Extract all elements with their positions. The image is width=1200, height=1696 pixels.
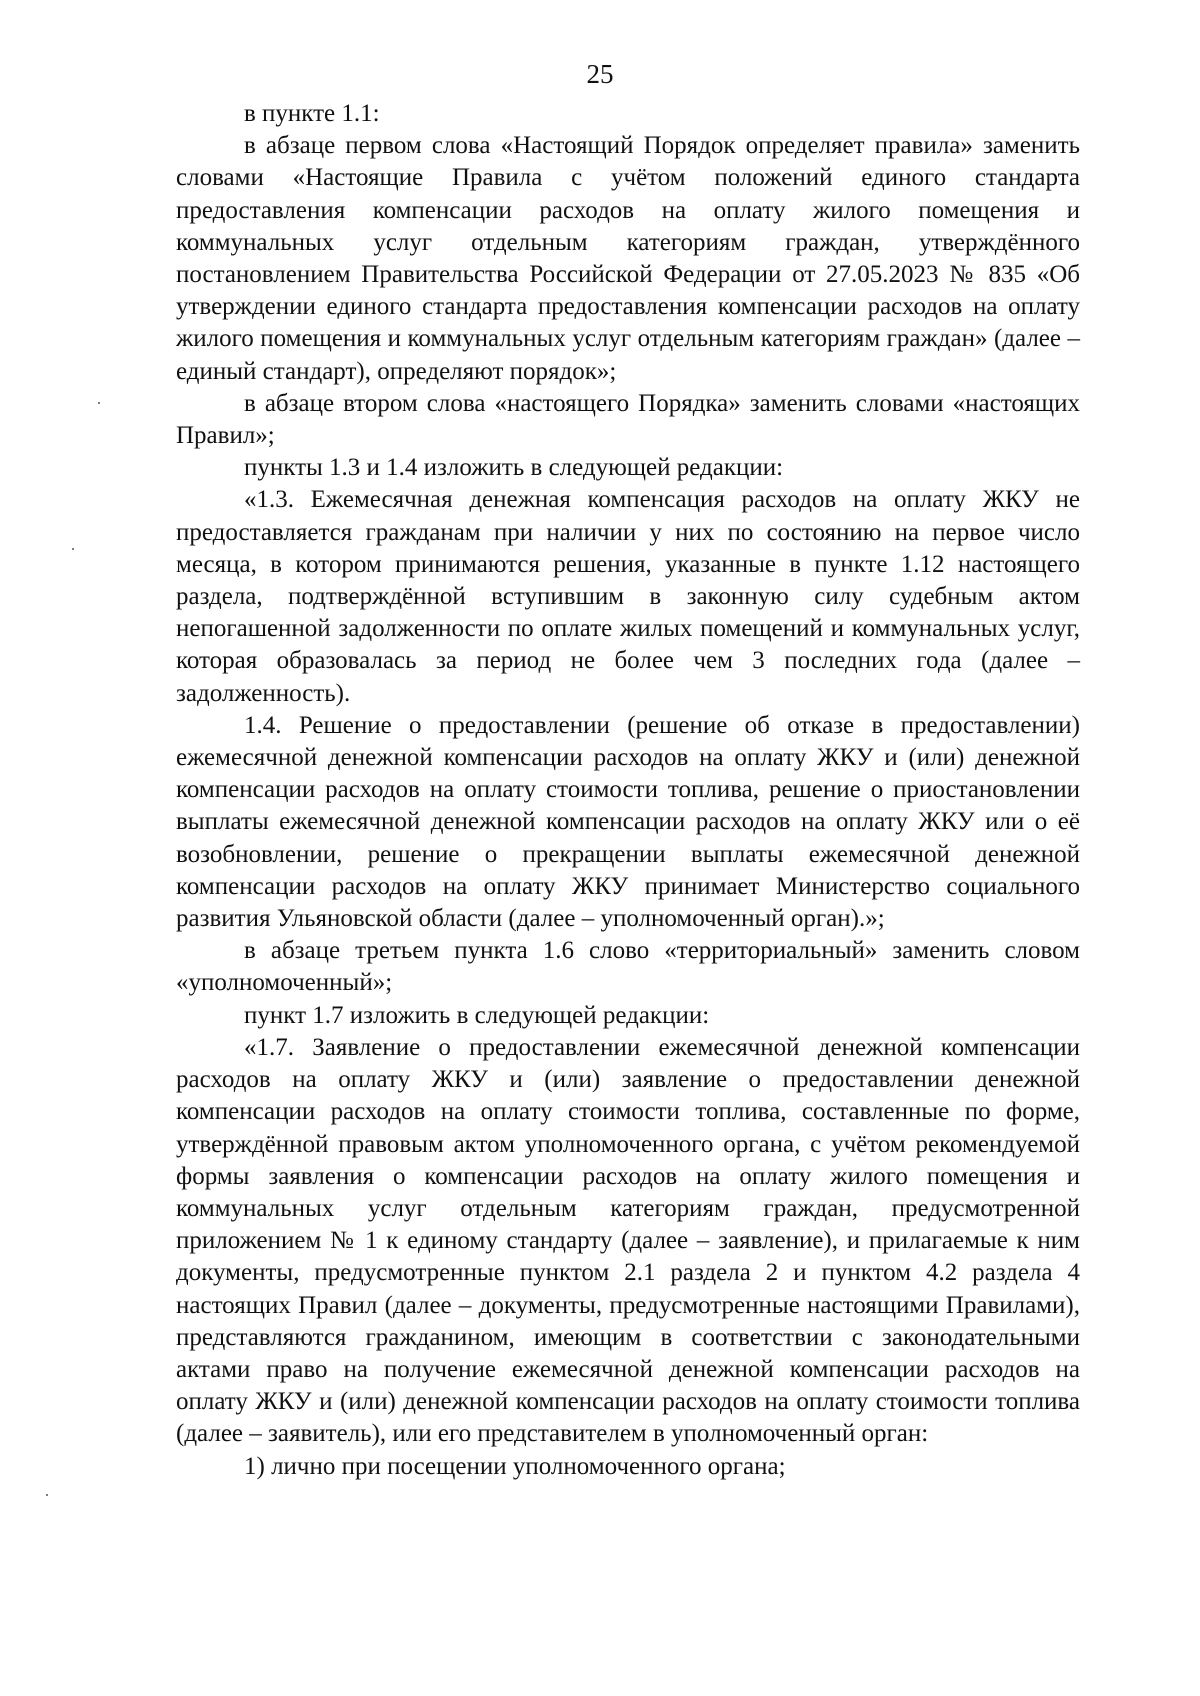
page-number: 25 — [586, 59, 614, 89]
paragraph-point-1-7-intro: пункт 1.7 изложить в следующей редакции: — [244, 1001, 710, 1029]
paragraph-point-1-1-heading: в пункте 1.1: — [244, 100, 380, 127]
paragraph-point-1-6-amendment: в абзаце третьем пункта 1.6 слово «территориальный» заменить словом «уполномоченный»; — [176, 937, 1080, 997]
document-body — [176, 98, 1080, 1483]
paragraph-first-abzac-amendment: в абзаце первом слова «Настоящий Порядок определяет правила» заменить словами «Настоящие Правила с учётом положений единого стандарта предоставления компенсации расходов на оплату жилого помещения и коммунальных услуг отдельным категориям граждан, утверждённого постановлением Правительства Российской Федерации от 27.05.2023 № 835 «Об утверждении единого стандарта предоставления компенсации расходов на оплату жилого помещения и коммунальных услуг отдельным категориям граждан» (далее – единый стандарт), определяют порядок»; — [176, 132, 1080, 385]
paragraph-point-1-7: «1.7. Заявление о предоставлении ежемесячной денежной компенсации расходов на оплату ЖКУ и (или) заявление о предоставлении денежной компенсации расходов на оплату стоимости топлива, составленные по форме, утверждённой правовым актом уполномоченного органа, с учётом рекомендуемой формы заявления о компенсации расходов на оплату жилого помещения и коммунальных услуг отдельным категориям граждан, предусмотренной приложением № 1 к единому стандарту (далее – заявление), и прилагаемые к ним документы, предусмотренные пунктом 2.1 раздела 2 и пунктом 4.2 раздела 4 настоящих Правил (далее – документы, предусмотренные настоящими Правилами), представляются гражданином, имеющим в соответствии с законодательными актами право на получение ежемесячной денежной компенсации расходов на оплату ЖКУ и (или) денежной компенсации расходов на оплату стоимости топлива (далее – заявитель), или его представителем в уполномоченный орган: — [176, 1033, 1080, 1448]
paragraph-second-abzac-amendment: в абзаце втором слова «настоящего Порядка» заменить словами «настоящих Правил»; — [176, 389, 1080, 450]
paragraph-list-item-1: 1) лично при посещении уполномоченного органа; — [244, 1452, 786, 1480]
scan-speck — [46, 1494, 48, 1496]
paragraph-point-1-3: «1.3. Ежемесячная денежная компенсация расходов на оплату ЖКУ не предоставляется гражданам при наличии у них по состоянию на первое число месяца, в котором принимаются решения, указанные в пункте 1.12 настоящего раздела, подтверждённой вступившим в законную силу судебным актом непогашенной задолженности по оплате жилых помещений и коммунальных услуг, которая образовалась за период не более чем 3 последних года (далее – задолженность). — [176, 486, 1080, 707]
scan-speck — [72, 548, 74, 550]
scan-speck — [98, 402, 100, 404]
paragraph-point-1-4: 1.4. Решение о предоставлении (решение об отказе в предоставлении) ежемесячной денежной компенсации расходов на оплату ЖКУ и (или) денежной компенсации расходов на оплату стоимости топлива, решение о приостановлении выплаты ежемесячной денежной компенсации расходов на оплату ЖКУ или о её возобновлении, решение о прекращении выплаты ежемесячной денежной компенсации расходов на оплату ЖКУ принимает Министерство социального развития Ульяновской области (далее – уполномоченный орган).»; — [176, 711, 1080, 933]
paragraph-points-1-3-1-4-intro: пункты 1.3 и 1.4 изложить в следующей редакции: — [244, 454, 784, 482]
